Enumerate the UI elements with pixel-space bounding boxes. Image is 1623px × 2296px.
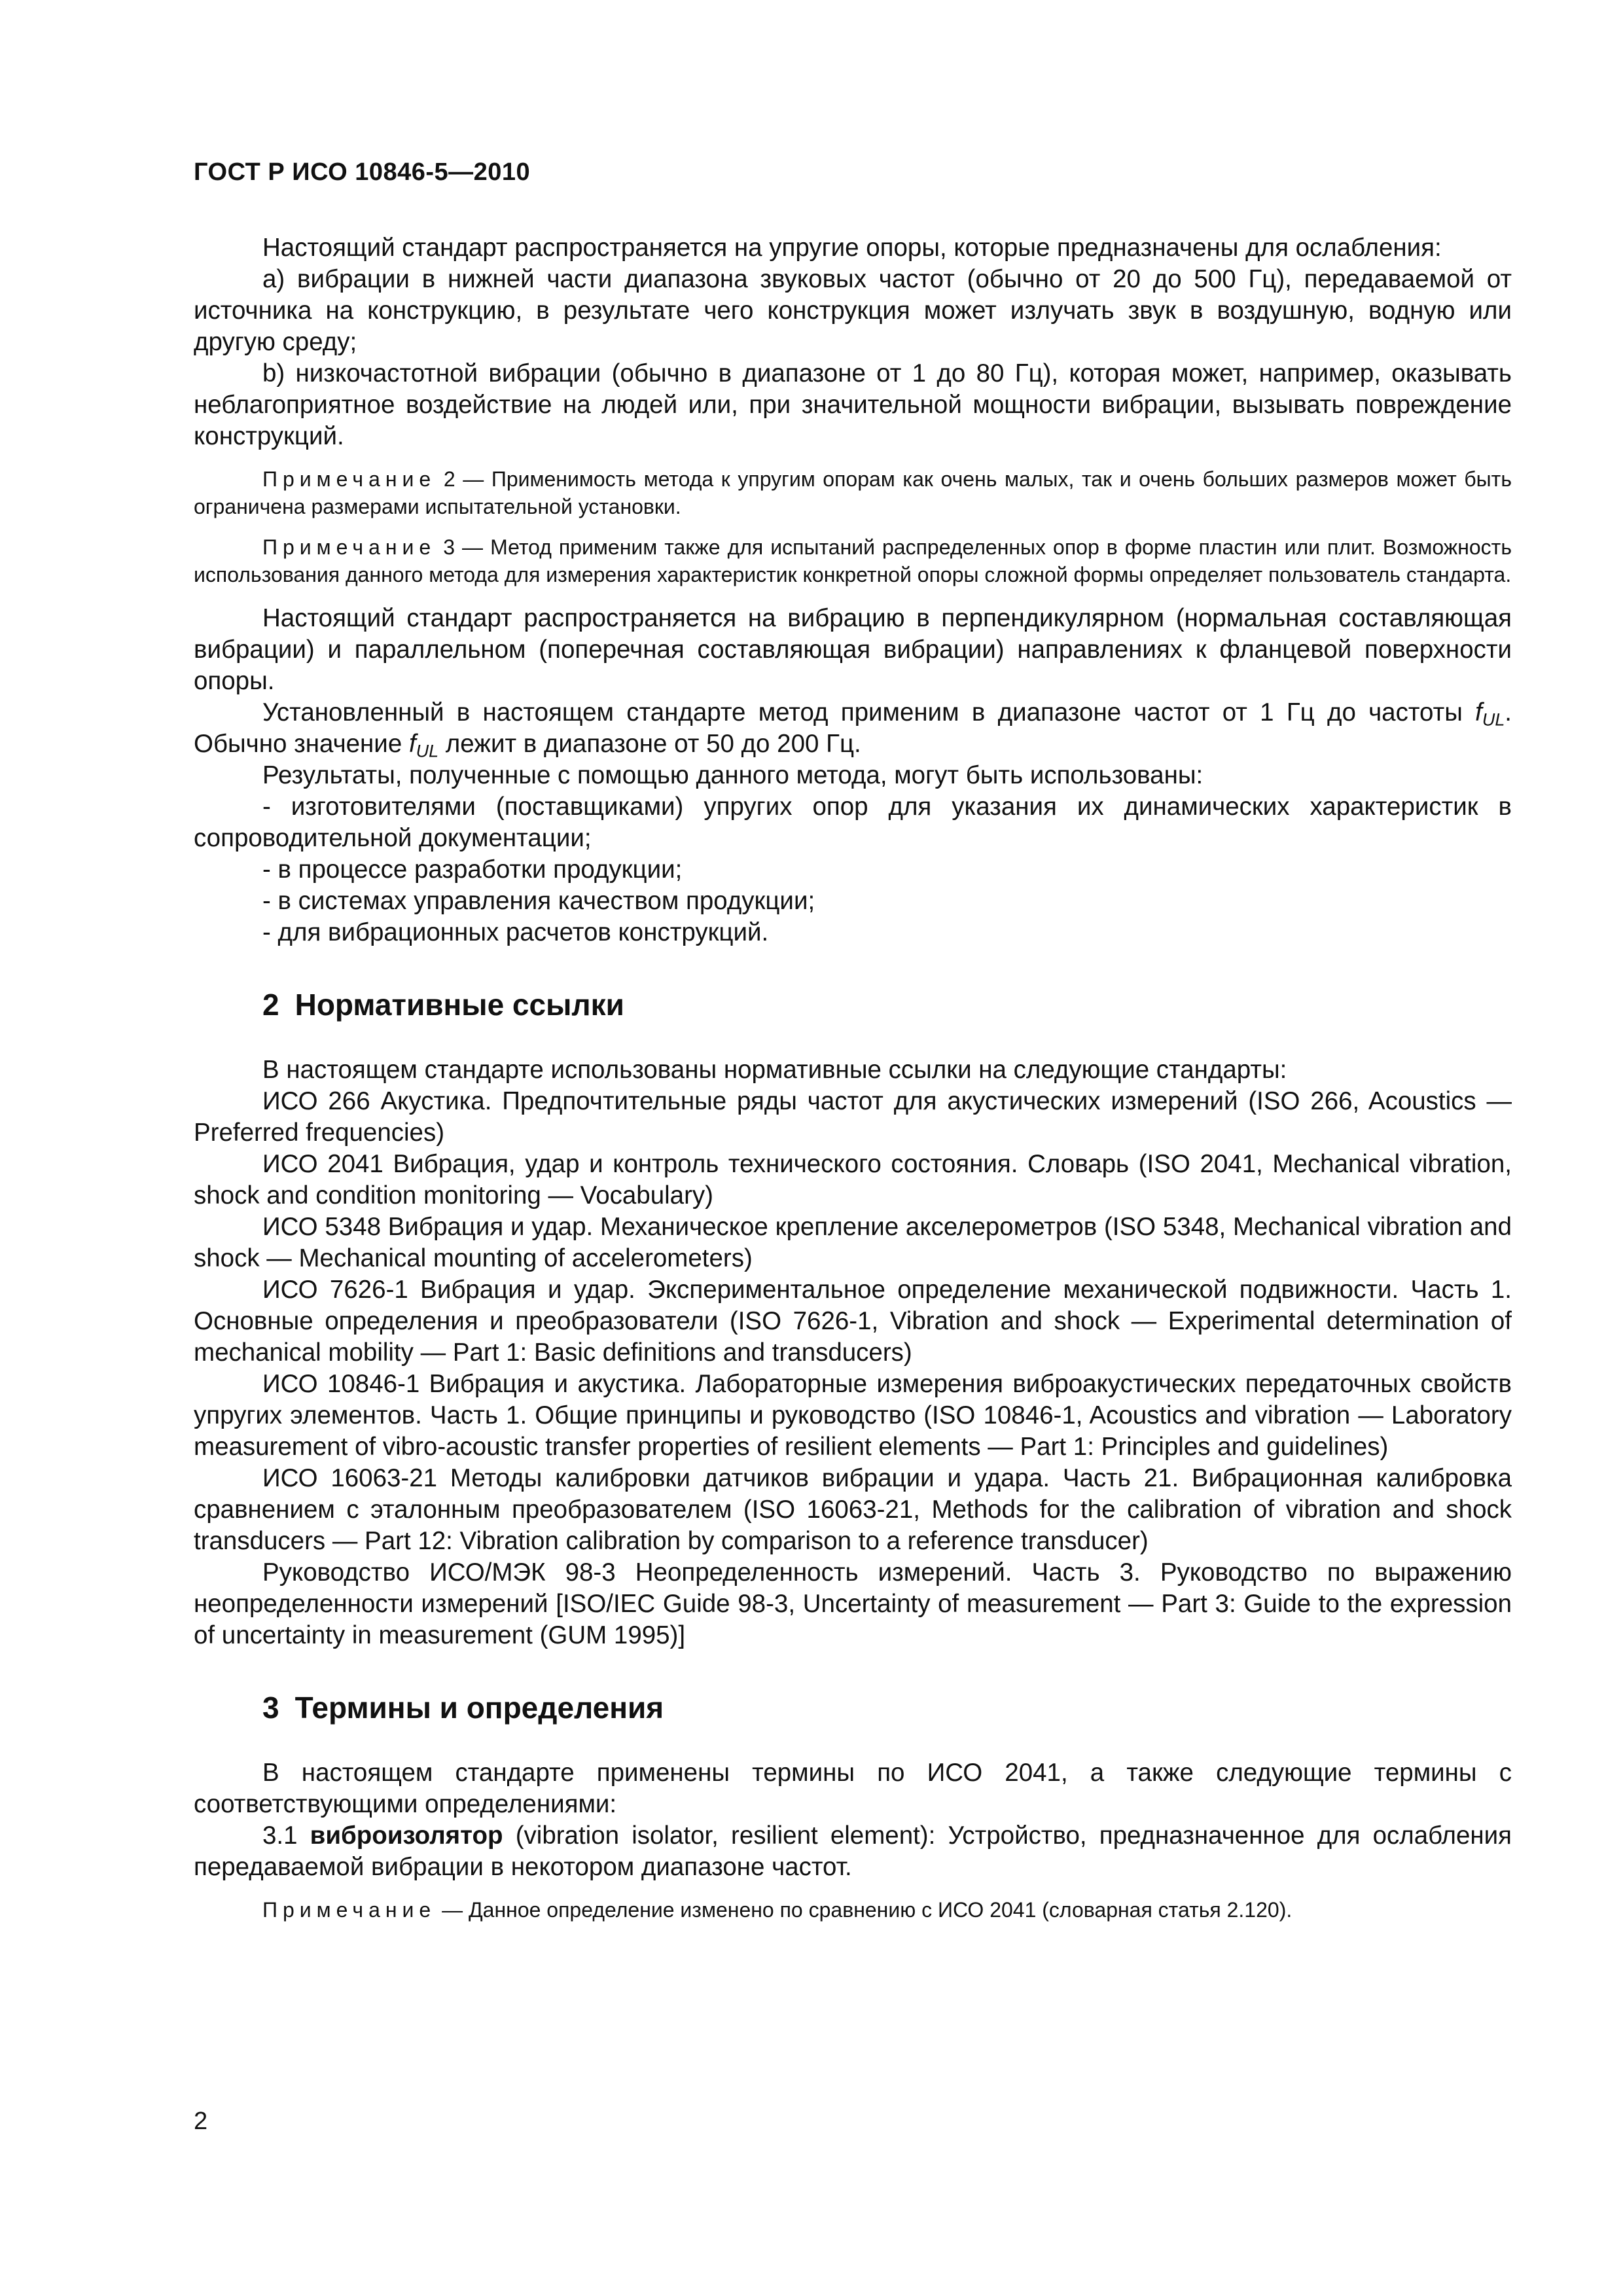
list-item: - изготовителями (поставщиками) упругих опор для указания их динамических характеристик в сопроводительной документации;: [194, 793, 1512, 852]
reference-item: ИСО 10846-1 Вибрация и акустика. Лабораторные измерения виброакустических передаточных свойств упругих элементов. Часть 1. Общие принципы и руководство (ISO 10846-1, Acoustics and vibration — Laboratory measurement of vibro-acoustic transfer properties of resilient elements — Part 1: Principles and guidelines): [194, 1370, 1512, 1461]
text-segment: Установленный в настоящем стандарте метод применим в диапазоне частот от 1 Гц до частоты: [262, 698, 1476, 726]
reference-item: ИСО 16063-21 Методы калибровки датчиков вибрации и удара. Часть 21. Вибрационная калибровка сравнением с эталонным преобразователем (ISO 16063-21, Methods for the calibration of vibration and shock transducers — Part 12: Vibration calibration by comparison to a reference transducer): [194, 1464, 1512, 1555]
document-header: ГОСТ Р ИСО 10846-5—2010: [194, 158, 531, 186]
section-heading-3: [194, 1689, 1512, 1726]
term-number: 3.1: [262, 1821, 310, 1850]
text-segment: . Обычно значение: [194, 698, 1512, 758]
note-3: [194, 533, 1512, 588]
note-text: — Данное определение изменено по сравнению с ИСО 2041 (словарная статья 2.120).: [436, 1898, 1293, 1922]
scope-item-b: b) низкочастотной вибрации (обычно в диапазоне от 1 до 80 Гц), которая может, например, оказывать неблагоприятное воздействие на людей или, при значительной мощности вибрации, вызывать повреждение конструкций.: [194, 359, 1512, 450]
term-name: виброизолятор: [310, 1821, 503, 1850]
reference-item: ИСО 7626-1 Вибрация и удар. Экспериментальное определение механической подвижности. Часть 1. Основные определения и преобразователи (ISO 7626-1, Vibration and shock — Experimental determination of mechanical mobility — Part 1: Basic definitions and transducers): [194, 1276, 1512, 1367]
section3-intro: В настоящем стандарте применены термины по ИСО 2041, а также следующие термины с соответствующими определениями:: [194, 1759, 1512, 1818]
scope-intro: Настоящий стандарт распространяется на упругие опоры, которые предназначены для ослабления:: [262, 234, 1442, 262]
note-2: [194, 465, 1512, 520]
reference-item: Руководство ИСО/МЭК 98-3 Неопределенность измерений. Часть 3. Руководство по выражению неопределенности измерений [ISO/IEC Guide 98-3, Uncertainty of measurement — Part 3: Guide to the expression of uncertainty in measurement (GUM 1995)]: [194, 1558, 1512, 1649]
paragraph-directions: Настоящий стандарт распространяется на вибрацию в перпендикулярном (нормальная составляющая вибрации) и параллельном (поперечная составляющая вибрации) направлениях к фланцевой поверхности опоры.: [194, 604, 1512, 695]
symbol-subscript: UL: [416, 741, 439, 761]
symbol-subscript: UL: [1482, 709, 1505, 730]
page-content: [194, 232, 1512, 1924]
section-title: Нормативные ссылки: [294, 988, 624, 1022]
list-item: - в системах управления качеством продукции;: [262, 887, 815, 915]
term-text: (vibration isolator, resilient element): Устройство, предназначенное для ослабления передаваемой вибрации в некотором диапазоне частот.: [194, 1821, 1512, 1881]
section-heading-2: [194, 986, 1512, 1023]
note-text: 3 — Метод применим также для испытаний распределенных опор в форме пластин или плит. Возможность использования данного метода для измерения характеристик конкретной опоры сложной формы определяет пользователь стандарта.: [194, 535, 1512, 586]
page-number: 2: [194, 2108, 208, 2135]
term-note: [194, 1896, 1512, 1924]
section2-intro: В настоящем стандарте использованы нормативные ссылки на следующие стандарты:: [262, 1056, 1287, 1084]
list-item: - для вибрационных расчетов конструкций.: [262, 918, 769, 946]
note-label: Примечание: [262, 1898, 437, 1922]
term-definition: [194, 1820, 1512, 1883]
note-label: Примечание: [262, 467, 437, 491]
note-text: 2 — Применимость метода к упругим опорам как очень малых, так и очень больших размеров может быть ограничена размерами испытательной установки.: [194, 467, 1512, 518]
section-title: Термины и определения: [294, 1691, 664, 1725]
reference-item: ИСО 5348 Вибрация и удар. Механическое крепление акселерометров (ISO 5348, Mechanical vibration and shock — Mechanical mounting of accelerometers): [194, 1213, 1512, 1272]
reference-item: ИСО 2041 Вибрация, удар и контроль технического состояния. Словарь (ISO 2041, Mechanical vibration, shock and condition monitoring — Vocabulary): [194, 1150, 1512, 1210]
list-item: - в процессе разработки продукции;: [262, 855, 683, 884]
scope-item-a: a) вибрации в нижней части диапазона звуковых частот (обычно от 20 до 500 Гц), передаваемой от источника на конструкцию, в результате чего конструкция может излучать звук в воздушную, водную или другую среду;: [194, 265, 1512, 356]
text-segment: лежит в диапазоне от 50 до 200 Гц.: [438, 730, 861, 758]
section-number: 3: [262, 1691, 279, 1725]
results-intro: Результаты, полученные с помощью данного метода, могут быть использованы:: [262, 761, 1204, 789]
reference-item: ИСО 266 Акустика. Предпочтительные ряды частот для акустических измерений (ISO 266, Acoustics — Preferred frequencies): [194, 1087, 1512, 1147]
symbol-f: f: [408, 730, 416, 758]
symbol-f: f: [1475, 698, 1482, 726]
paragraph-frequency-range: [194, 697, 1512, 760]
section-number: 2: [262, 988, 279, 1022]
note-label: Примечание: [262, 535, 437, 559]
